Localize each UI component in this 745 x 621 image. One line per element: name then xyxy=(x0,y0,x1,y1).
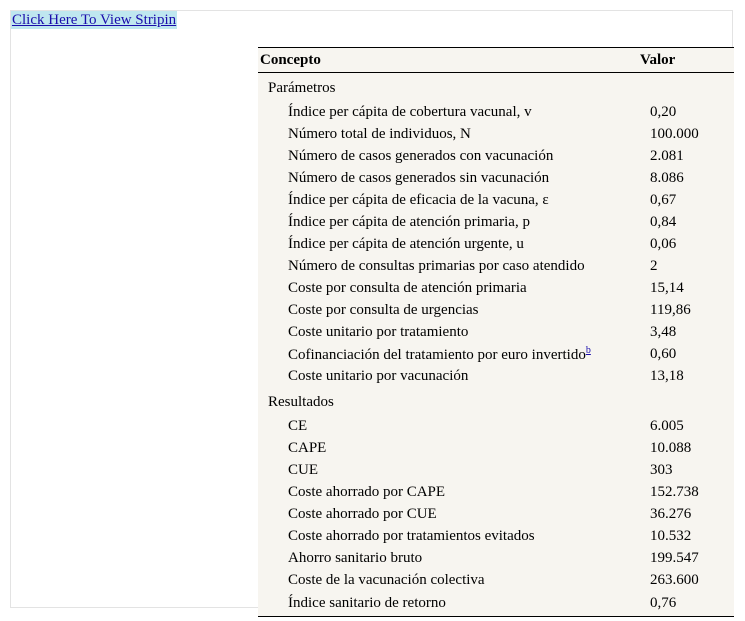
row-value: 15,14 xyxy=(650,279,684,296)
table-row xyxy=(258,343,734,365)
row-value: 0,84 xyxy=(650,213,677,230)
row-value: 263.600 xyxy=(650,571,699,588)
row-label-text: Coste por consulta de urgencias xyxy=(288,301,479,318)
section-title: Parámetros xyxy=(268,79,336,96)
row-label xyxy=(258,415,640,437)
row-value: 303 xyxy=(650,461,673,478)
row-label-text: Coste unitario por tratamiento xyxy=(288,323,469,340)
row-label-text: Coste unitario por vacunación xyxy=(288,367,469,384)
row-label-text: Índice sanitario de retorno xyxy=(288,595,446,611)
row-value: 10.088 xyxy=(650,439,692,456)
row-value: 2 xyxy=(650,257,658,274)
row-label-text: Coste de la vacunación colectiva xyxy=(288,571,485,588)
row-label-text: Coste ahorrado por CAPE xyxy=(288,483,446,500)
table-header-row xyxy=(258,48,734,73)
table-row xyxy=(258,591,734,617)
row-value: 0,60 xyxy=(650,345,677,362)
row-value: 3,48 xyxy=(650,323,677,340)
table-row xyxy=(258,569,734,591)
row-label-text: CUE xyxy=(288,461,318,478)
row-label-text: Índice per cápita de atención primaria, p xyxy=(288,213,530,230)
row-label xyxy=(258,233,640,255)
row-label-text: Índice per cápita de atención urgente, u xyxy=(288,235,524,252)
row-label-text: Ahorro sanitario bruto xyxy=(288,549,423,566)
row-value: 6.005 xyxy=(650,417,684,434)
row-label xyxy=(258,503,640,525)
row-label xyxy=(258,299,640,321)
row-label xyxy=(258,321,640,343)
section-row xyxy=(258,387,734,415)
row-value: 100.000 xyxy=(650,125,699,142)
table-row xyxy=(258,415,734,437)
row-label xyxy=(258,365,640,387)
row-label-text: Número de casos generados sin vacunación xyxy=(288,169,550,186)
row-label xyxy=(258,547,640,569)
row-label xyxy=(258,437,640,459)
table-row xyxy=(258,437,734,459)
section-row xyxy=(258,73,734,102)
row-value: 0,06 xyxy=(650,235,677,252)
table-container xyxy=(258,47,734,617)
table-row xyxy=(258,321,734,343)
table-row xyxy=(258,525,734,547)
row-label xyxy=(258,145,640,167)
table-row xyxy=(258,481,734,503)
row-value: 8.086 xyxy=(650,169,684,186)
row-label xyxy=(258,343,640,365)
row-value: 13,18 xyxy=(650,367,684,384)
row-label-text: Número de casos generados con vacunación xyxy=(288,147,554,164)
table-row xyxy=(258,299,734,321)
table-row xyxy=(258,547,734,569)
table-row xyxy=(258,101,734,123)
row-label xyxy=(258,167,640,189)
footnote-link[interactable]: b xyxy=(585,344,591,356)
row-label xyxy=(258,569,640,591)
table-row xyxy=(258,277,734,299)
row-label xyxy=(258,481,640,503)
row-value: 10.532 xyxy=(650,527,692,544)
row-label-text: Coste ahorrado por tratamientos evitados xyxy=(288,527,535,544)
table-row xyxy=(258,233,734,255)
table-row xyxy=(258,503,734,525)
row-label xyxy=(258,189,640,211)
table-row xyxy=(258,211,734,233)
row-label-text: Coste ahorrado por CUE xyxy=(288,505,437,522)
header-concepto: Concepto xyxy=(258,48,640,73)
row-value: 0,76 xyxy=(640,591,734,617)
row-label-text: Número total de individuos, N xyxy=(288,125,471,142)
row-label xyxy=(258,525,640,547)
row-label xyxy=(258,459,640,481)
row-label-text: Cofinanciación del tratamiento por euro invertido xyxy=(288,346,586,363)
table-row xyxy=(258,459,734,481)
header-valor: Valor xyxy=(640,48,734,73)
row-label xyxy=(258,211,640,233)
table-body xyxy=(258,73,734,617)
table-row xyxy=(258,255,734,277)
view-stripin-link[interactable]: Click Here To View Stripin xyxy=(12,12,177,28)
section-title: Resultados xyxy=(268,393,334,410)
row-label xyxy=(258,591,640,617)
row-label-text: Coste por consulta de atención primaria xyxy=(288,279,527,296)
row-value: 36.276 xyxy=(650,505,692,522)
row-value: 0,20 xyxy=(650,103,677,120)
row-label xyxy=(258,255,640,277)
row-label-text: CAPE xyxy=(288,439,327,456)
row-label xyxy=(258,101,640,123)
row-label-text: Índice per cápita de eficacia de la vacuna, ε xyxy=(288,191,549,208)
row-label-text: CE xyxy=(288,417,308,434)
row-value: 2.081 xyxy=(650,147,684,164)
table-row xyxy=(258,167,734,189)
row-label xyxy=(258,123,640,145)
row-value: 152.738 xyxy=(650,483,699,500)
table-row xyxy=(258,145,734,167)
row-label xyxy=(258,277,640,299)
data-table xyxy=(258,47,734,617)
table-row xyxy=(258,365,734,387)
row-value: 119,86 xyxy=(650,301,691,318)
row-label-text: Índice per cápita de cobertura vacunal, v xyxy=(288,103,532,120)
table-row xyxy=(258,189,734,211)
row-label-text: Número de consultas primarias por caso atendido xyxy=(288,257,585,274)
row-value: 199.547 xyxy=(650,549,699,566)
table-row xyxy=(258,123,734,145)
row-value: 0,67 xyxy=(650,191,677,208)
